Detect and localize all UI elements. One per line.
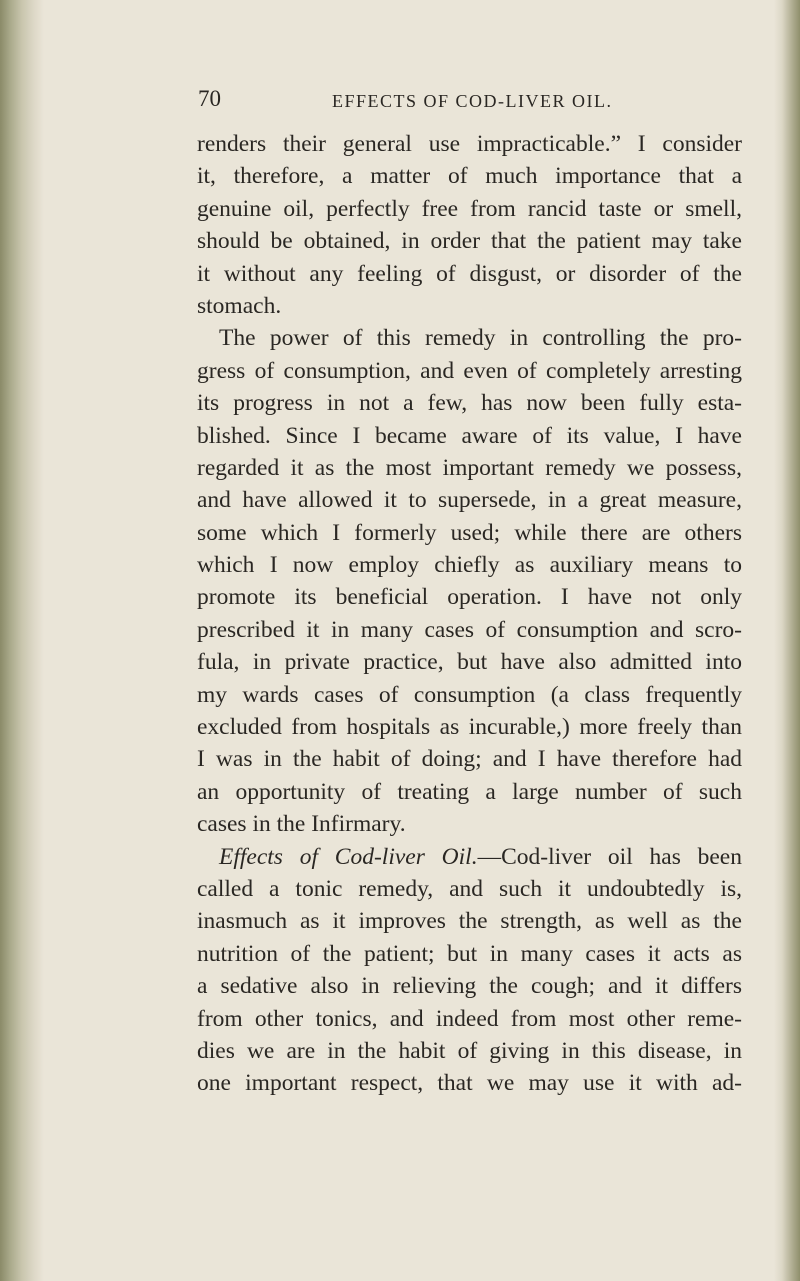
text-line: it, therefore, a matter of much importance that a <box>197 163 742 190</box>
text-line: my wards cases of consumption (a class frequently <box>197 681 742 708</box>
page-header <box>0 86 800 116</box>
text-line: it without any feeling of disgust, or disorder of the <box>197 260 742 287</box>
text-line: its progress in not a few, has now been fully esta- <box>197 390 742 417</box>
text-line: some which I formerly used; while there are others <box>197 519 742 546</box>
page-gutter-left <box>0 0 44 1281</box>
text-line: should be obtained, in order that the patient may take <box>197 228 742 255</box>
running-head: EFFECTS OF COD-LIVER OIL. <box>332 91 613 111</box>
text-line: genuine oil, perfectly free from rancid taste or smell, <box>197 195 742 222</box>
text-line: gress of consumption, and even of completely arresting <box>197 357 742 384</box>
text-line: and have allowed it to supersede, in a great measure, <box>197 487 742 514</box>
text-line: The power of this remedy in controlling the pro- <box>219 325 742 352</box>
text-line: prescribed it in many cases of consumption and scro- <box>197 616 742 643</box>
text-line: excluded from hospitals as incurable,) more freely than <box>197 714 742 741</box>
body-text <box>197 128 742 1100</box>
text-line: stomach. <box>197 292 282 319</box>
text-line: blished. Since I became aware of its value, I have <box>197 422 742 449</box>
text-line: promote its beneficial operation. I have not only <box>197 584 742 611</box>
section-heading: Effects of Cod-liver Oil. <box>219 843 478 870</box>
text-line: called a tonic remedy, and such it undoubtedly is, <box>197 875 742 902</box>
text-line: inasmuch as it improves the strength, as well as the <box>197 908 742 935</box>
page-number: 70 <box>198 86 221 111</box>
text-line: a sedative also in relieving the cough; and it differs <box>197 973 742 1000</box>
text-line: cases in the Infirmary. <box>197 811 406 838</box>
text-line: dies we are in the habit of giving in this disease, in <box>197 1037 742 1064</box>
section-opening-text: —Cod-liver oil has been <box>477 843 742 870</box>
text-line: regarded it as the most important remedy we possess, <box>197 454 742 481</box>
text-line: renders their general use impracticable.” I consider <box>197 131 742 157</box>
section-heading-line <box>197 841 742 873</box>
text-line: I was in the habit of doing; and I have therefore had <box>197 746 742 773</box>
text-line: which I now employ chiefly as auxiliary means to <box>197 552 742 579</box>
page-edge-right <box>774 0 800 1281</box>
text-line: fula, in private practice, but have also admitted into <box>197 649 742 676</box>
text-line: from other tonics, and indeed from most other reme- <box>197 1005 742 1032</box>
text-line: one important respect, that we may use it with ad- <box>197 1070 742 1097</box>
text-line: an opportunity of treating a large number of such <box>197 778 742 805</box>
text-line: nutrition of the patient; but in many cases it acts as <box>197 940 742 967</box>
